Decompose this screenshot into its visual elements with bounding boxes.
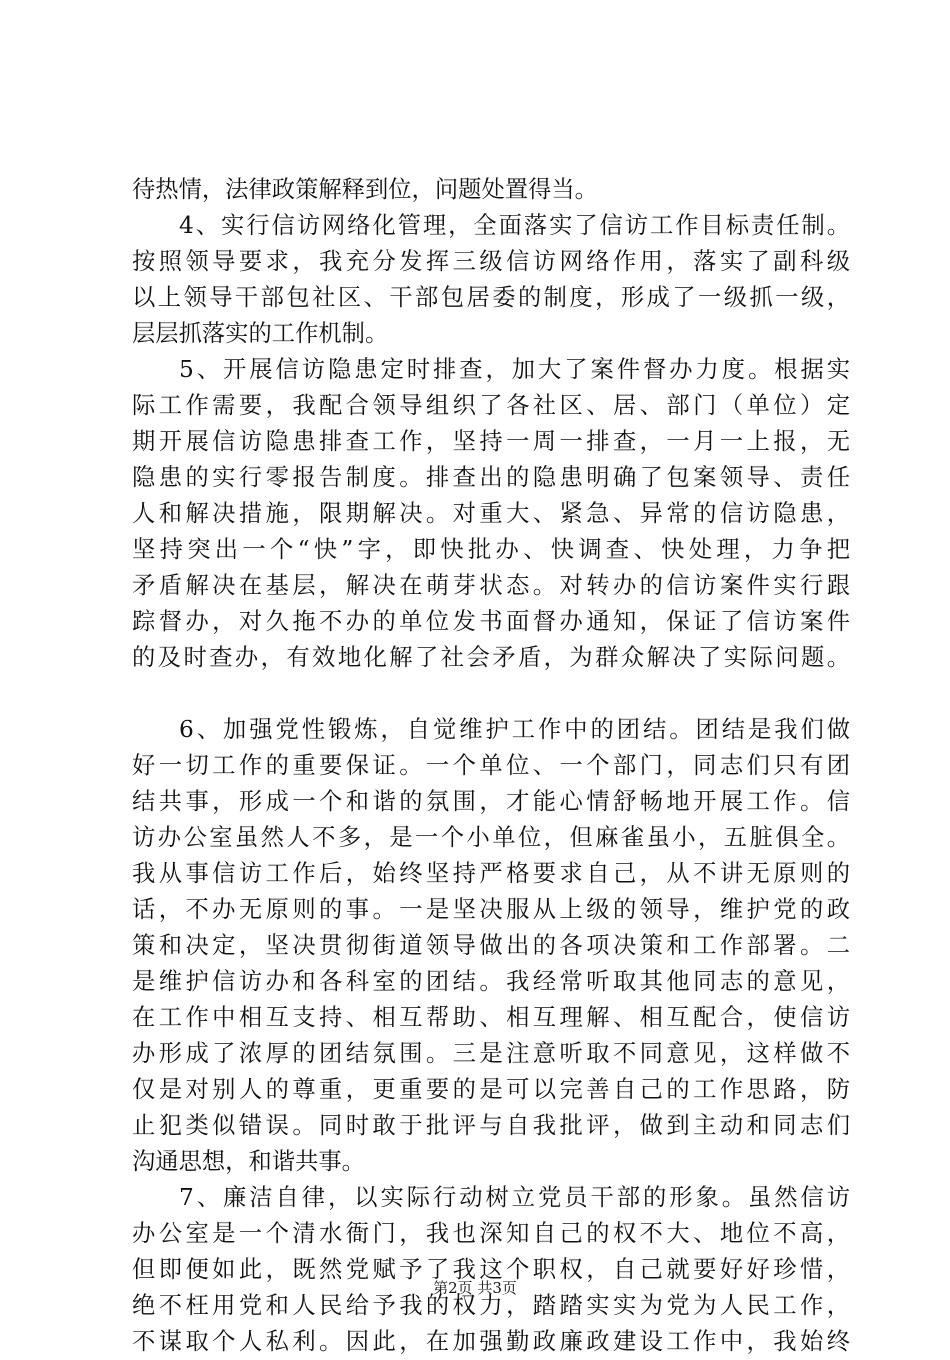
text-line: 结共事，形成一个和谐的氛围，才能心情舒畅地开展工作。信 [132, 788, 850, 815]
text-line: 好一切工作的重要保证。一个单位、一个部门，同志们只有团 [132, 752, 850, 779]
text-line: 际工作需要，我配合领导组织了各社区、居、部门（单位）定 [132, 392, 850, 419]
text-line: 4、实行信访网络化管理，全面落实了信访工作目标责任制。 [179, 212, 850, 239]
text-line: 是维护信访办和各科室的团结。我经常听取其他同志的意见， [132, 968, 850, 995]
text-line: 踪督办，对久拖不办的单位发书面督办通知，保证了信访案件 [132, 608, 850, 635]
text-line: 我从事信访工作后，始终坚持严格要求自己，从不讲无原则的 [132, 860, 850, 887]
text-line: 访办公室虽然人不多，是一个小单位，但麻雀虽小，五脏俱全。 [132, 824, 850, 851]
text-line: 止犯类似错误。同时敢于批评与自我批评，做到主动和同志们 [132, 1112, 850, 1139]
text-line: 绝不枉用党和人民给予我的权力，踏踏实实为党为人民工作， [132, 1292, 850, 1319]
text-line: 按照领导要求，我充分发挥三级信访网络作用，落实了副科级 [132, 248, 850, 275]
text-line: 层层抓落实的工作机制。 [132, 320, 389, 347]
text-line: 的及时查办，有效地化解了社会矛盾，为群众解决了实际问题。 [132, 644, 850, 671]
text-line: 期开展信访隐患排查工作，坚持一周一排查，一月一上报，无 [132, 428, 850, 455]
text-line: 隐患的实行零报告制度。排查出的隐患明确了包案领导、责任 [132, 464, 850, 491]
text-line: 话，不办无原则的事。一是坚决服从上级的领导，维护党的政 [132, 896, 850, 923]
text-line: 仅是对别人的尊重，更重要的是可以完善自己的工作思路，防 [132, 1076, 850, 1103]
document-body [132, 172, 850, 1360]
text-line: 不谋取个人私利。因此，在加强勤政廉政建设工作中，我始终 [132, 1328, 850, 1355]
paragraph-gap [132, 676, 850, 712]
text-line: 以上领导干部包社区、干部包居委的制度，形成了一级抓一级， [132, 284, 850, 311]
text-line: 待热情，法律政策解释到位，问题处置得当。 [132, 176, 598, 203]
text-line: 策和决定，坚决贯彻街道领导做出的各项决策和工作部署。二 [132, 932, 850, 959]
text-line: 矛盾解决在基层，解决在萌芽状态。对转办的信访案件实行跟 [132, 572, 850, 599]
text-line: 但即便如此，既然党赋予了我这个职权，自己就要好好珍惜， [132, 1256, 850, 1283]
text-line: 6、加强党性锻炼，自觉维护工作中的团结。团结是我们做 [179, 716, 850, 743]
text-line: 沟通思想，和谐共事。 [132, 1148, 365, 1175]
text-line: 5、开展信访隐患定时排查，加大了案件督办力度。根据实 [179, 356, 850, 383]
text-line: 办公室是一个清水衙门，我也深知自己的权不大、地位不高， [132, 1220, 850, 1247]
text-line: 办形成了浓厚的团结氛围。三是注意听取不同意见，这样做不 [132, 1040, 850, 1067]
text-line: 在工作中相互支持、相互帮助、相互理解、相互配合，使信访 [132, 1004, 850, 1031]
text-line: 人和解决措施，限期解决。对重大、紧急、异常的信访隐患， [132, 500, 850, 527]
text-line: 坚持突出一个“快”字，即快批办、快调查、快处理，力争把 [132, 536, 850, 563]
text-line: 7、廉洁自律，以实际行动树立党员干部的形象。虽然信访 [179, 1184, 850, 1211]
page-footer: 第2页 共3页 [433, 1279, 517, 1297]
